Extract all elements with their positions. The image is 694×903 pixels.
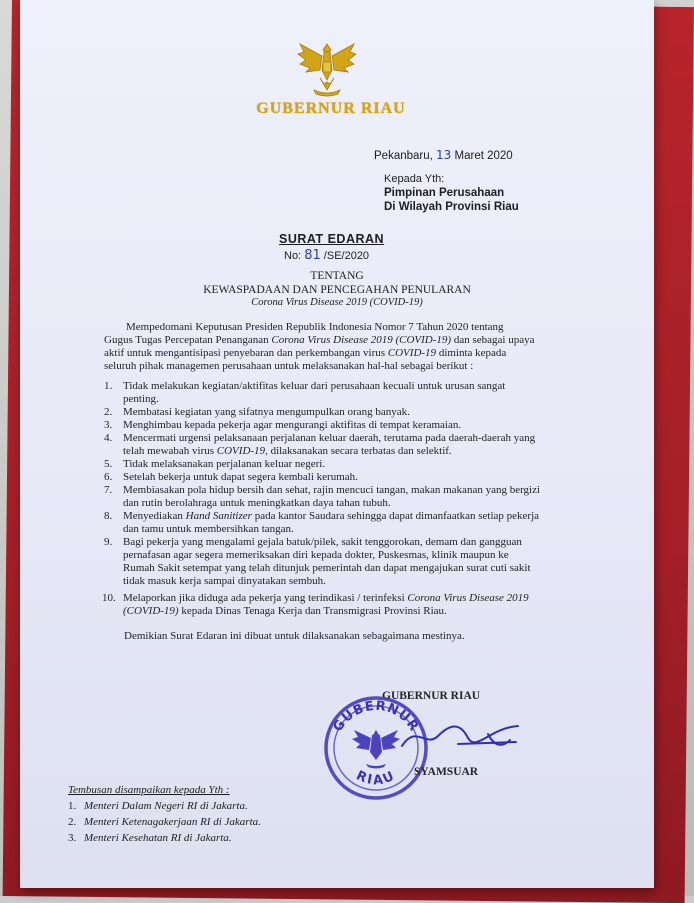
cc-number: 1. [68,800,77,812]
intro-line-1: Mempedomani Keputusan Presiden Republik Indonesia Nomor 7 Tahun 2020 tentang [126,321,504,333]
month-year: Maret 2020 [454,150,513,162]
cc-heading: Tembusan disampaikan kepada Yth : [68,784,230,796]
item-number: 1. [104,380,113,392]
handwritten-number: 81 [304,248,321,263]
governor-letterhead-title: GUBERNUR RIAU [256,100,406,117]
addressee-line-2: Di Wilayah Provinsi Riau [384,201,519,213]
addressee-line-1: Pimpinan Perusahaan [384,187,505,199]
list-item: Membatasi kegiatan yang sifatnya mengumpulkan orang banyak. [123,406,410,418]
item-number: 6. [104,471,113,483]
item-number: 8. [104,510,113,522]
signatory-role: GUBERNUR RIAU [382,690,481,702]
list-item: Tidak melaksanakan perjalanan keluar negeri. [123,458,326,470]
intro-line-4: seluruh pihak managemen perusahaan untuk melaksanakan hal-hal sebagai berikut : [104,360,474,372]
item-number: 3. [104,419,113,431]
cc-item: Menteri Dalam Negeri RI di Jakarta. [84,800,248,812]
list-item-cont: dan rutin berolahraga untuk meningkatkan daya tahan tubuh. [123,497,391,509]
handwritten-signature [398,718,524,758]
letter-sheet [20,0,654,888]
item-number: 10. [102,592,116,604]
list-item-cont: tidak masuk kerja sampai dinyatakan sembuh. [123,575,326,587]
seal-bottom-text: RIAU [353,768,399,789]
list-item: Menghimbau kepada pekerja agar mengurangi aktifitas di tempat keramaian. [123,419,462,431]
intro-line-3: aktif untuk mengantisipasi penyebaran dan perkembangan virus COVID-19 diminta kepada [104,347,507,359]
cc-item: Menteri Kesehatan RI di Jakarta. [84,832,232,844]
list-item-cont: (COVID-19) kepada Dinas Tenaga Kerja dan Transmigrasi Provinsi Riau. [123,605,447,617]
item-number: 7. [104,484,113,496]
list-item: Setelah bekerja untuk dapat segera kembali kerumah. [123,471,358,483]
subject: KEWASPADAAN DAN PENCEGAHAN PENULARAN [203,284,471,296]
list-item: Bagi pekerja yang mengalami gejala batuk/pilek, sakit tenggorokan, demam dan gangguan [123,536,522,548]
cc-number: 2. [68,816,77,828]
list-item: Menyediakan Hand Sanitizer pada kantor Saudara sehingga dapat dimanfaatkan setiap pekerja [123,510,540,522]
item-number: 9. [104,536,113,548]
addressee-label: Kepada Yth: [384,173,445,185]
letter-type: SURAT EDARAN [279,232,385,246]
garuda-emblem-icon [296,40,358,98]
place-date [374,148,513,162]
number-suffix: /SE/2020 [323,250,370,262]
item-number: 5. [104,458,113,470]
list-item-cont: dan tamu untuk membersihkan tangan. [123,523,294,535]
place: Pekanbaru, [374,150,433,162]
list-item: Tidak melakukan kegiatan/aktifitas keluar dari perusahaan kecuali untuk urusan sangat [123,380,506,392]
closing-sentence: Demikian Surat Edaran ini dibuat untuk dilaksanakan sebagaimana mestinya. [124,630,465,642]
list-item-cont: telah mewabah virus COVID-19, dilaksanakan secara terbatas dan selektif. [123,445,452,457]
list-item-cont: penting. [123,393,159,405]
handwritten-day: 13 [436,148,452,162]
about-label: TENTANG [310,270,364,282]
seal-top-text: GUBERNUR [330,698,422,735]
svg-text:RIAU [354,768,399,788]
list-item-cont: Rumah Sakit setempat yang telah ditunjuk pemerintah dan dapat mengajukan surat cuti sakit [123,562,531,574]
item-number: 4. [104,432,113,444]
item-number: 2. [104,406,113,418]
list-item: Mencermati urgensi pelaksanaan perjalanan keluar daerah, terutama pada daerah-daerah yang [123,432,536,444]
signatory-name: SYAMSUAR [414,766,479,778]
list-item-cont: pernafasan agar segera memeriksakan diri kepada dokter, Puskesmas, klinik maupun ke [123,549,509,561]
letter-number [284,248,369,263]
subject-italic: Corona Virus Disease 2019 (COVID-19) [251,297,423,308]
cc-item: Menteri Ketenagakerjaan RI di Jakarta. [84,816,261,828]
list-item: Melaporkan jika diduga ada pekerja yang terindikasi / terinfeksi Corona Virus Disease 2019 [123,592,529,604]
cc-number: 3. [68,832,77,844]
intro-line-2: Gugus Tugas Percepatan Penanganan Corona Virus Disease 2019 (COVID-19) dan sebagai upaya [104,334,535,346]
number-prefix: No: [284,250,302,262]
list-item: Membiasakan pola hidup bersih dan sehat, rajin mencuci tangan, makan makanan yang bergizi [123,484,541,496]
